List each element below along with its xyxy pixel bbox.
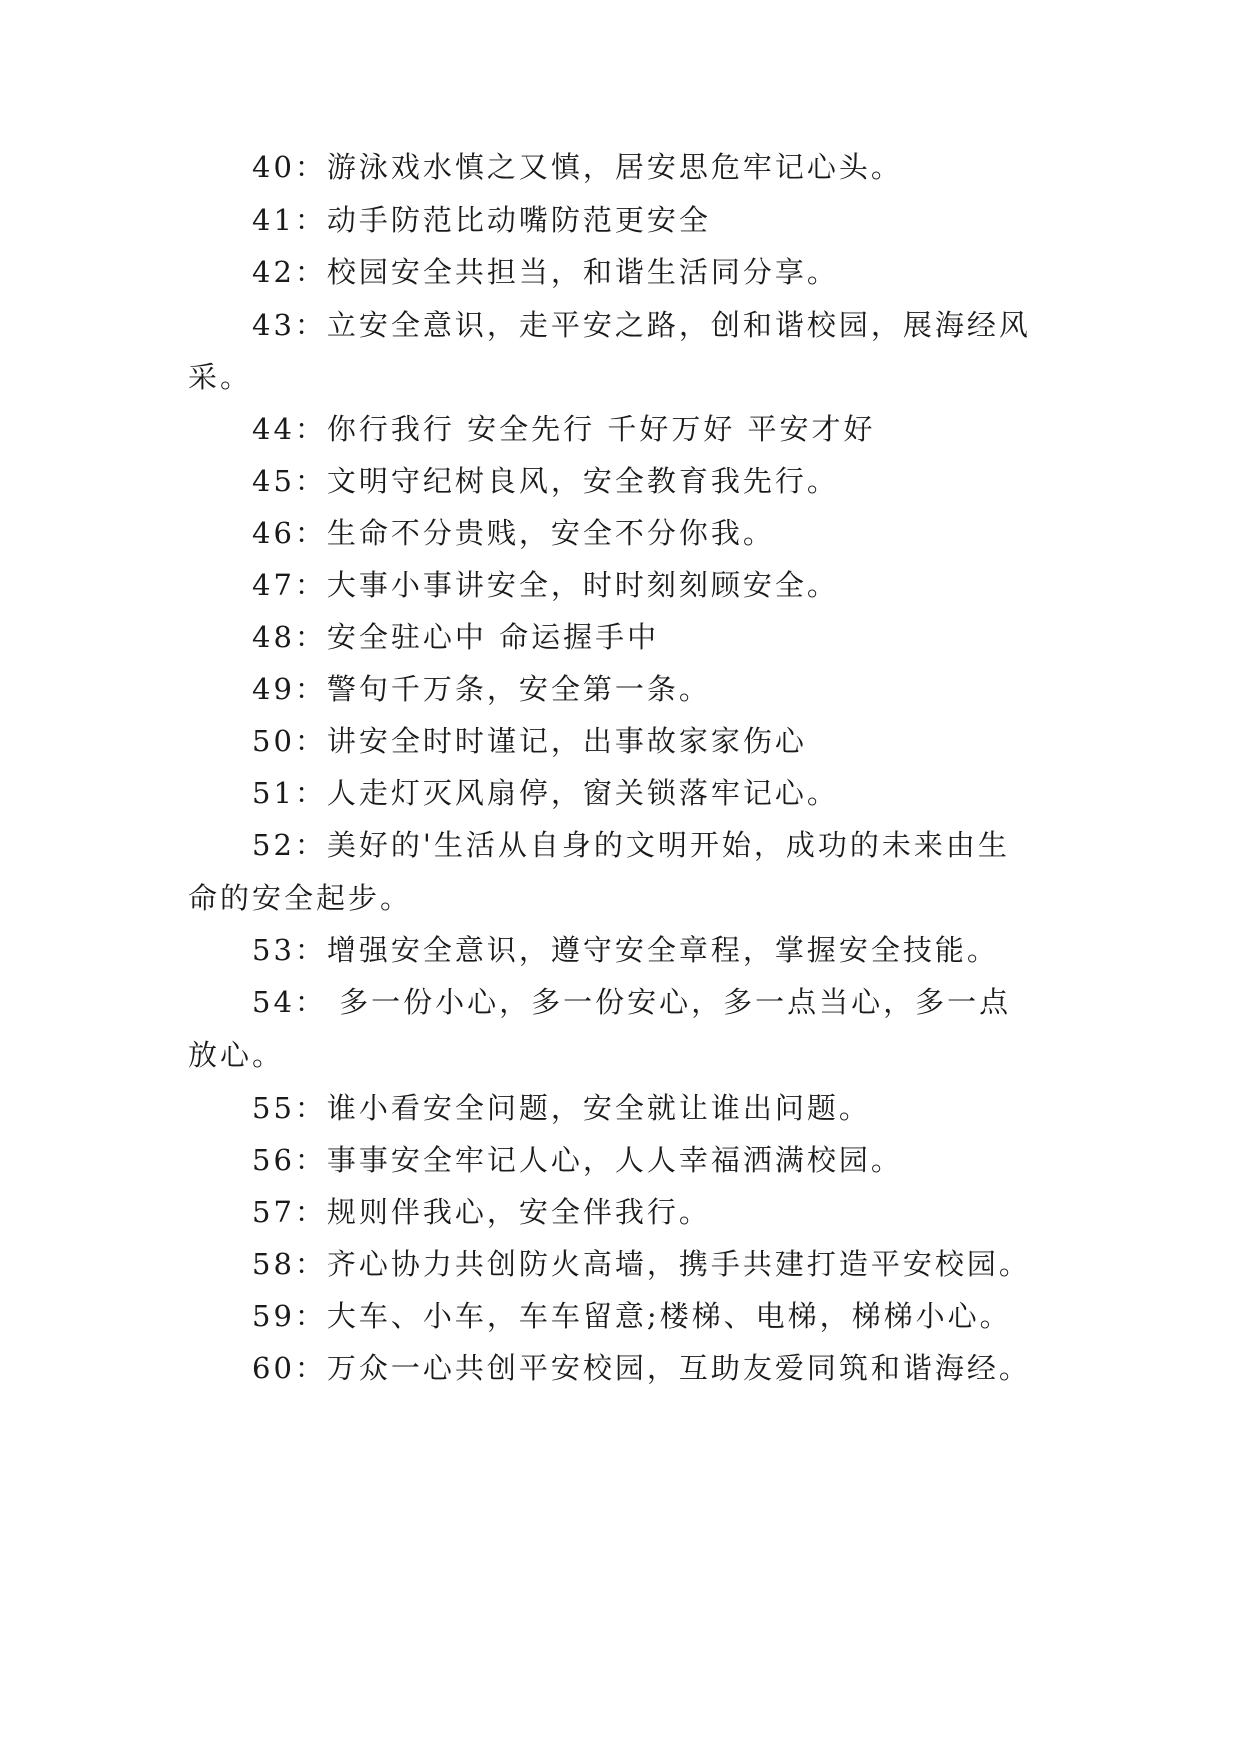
slogan-line: 46：生命不分贵贱，安全不分你我。: [252, 516, 775, 550]
slogan-line: 60：万众一心共创平安校园，互助友爱同筑和谐海经。: [252, 1351, 1031, 1385]
slogan-line: 55：谁小看安全问题，安全就让谁出问题。: [252, 1091, 871, 1125]
slogan-line: 40：游泳戏水慎之又慎，居安思危牢记心头。: [252, 150, 903, 184]
slogan-line: 57：规则伴我心，安全伴我行。: [252, 1195, 711, 1229]
slogan-line: 54： 多一份小心，多一份安心，多一点当心，多一点: [252, 985, 1012, 1019]
slogan-line: 50：讲安全时时谨记，出事故家家伤心: [252, 724, 807, 758]
slogan-line: 52：美好的'生活从自身的文明开始，成功的未来由生: [252, 828, 1010, 862]
slogan-line: 48：安全驻心中 命运握手中: [252, 620, 660, 654]
slogan-line: 53：增强安全意识，遵守安全章程，掌握安全技能。: [252, 933, 999, 967]
slogan-line: 44：你行我行 安全先行 千好万好 平安才好: [252, 412, 876, 446]
slogan-line-continuation: 采。: [188, 360, 253, 394]
slogan-line: 45：文明守纪树良风，安全教育我先行。: [252, 464, 839, 498]
slogan-line: 56：事事安全牢记人心，人人幸福洒满校园。: [252, 1143, 903, 1177]
slogan-line: 58：齐心协力共创防火高墙，携手共建打造平安校园。: [252, 1247, 1031, 1281]
slogan-line: 43：立安全意识，走平安之路，创和谐校园，展海经风: [252, 308, 1031, 342]
slogan-line: 47：大事小事讲安全，时时刻刻顾安全。: [252, 568, 839, 602]
slogan-line: 41：动手防范比动嘴防范更安全: [252, 203, 711, 237]
slogan-line: 42：校园安全共担当，和谐生活同分享。: [252, 255, 839, 289]
slogan-line: 59：大车、小车，车车留意;楼梯、电梯，梯梯小心。: [252, 1299, 1012, 1333]
slogan-line: 49：警句千万条，安全第一条。: [252, 672, 711, 706]
slogan-line: 51：人走灯灭风扇停，窗关锁落牢记心。: [252, 776, 839, 810]
slogan-line-continuation: 放心。: [188, 1038, 285, 1072]
slogan-line-continuation: 命的安全起步。: [188, 881, 413, 915]
